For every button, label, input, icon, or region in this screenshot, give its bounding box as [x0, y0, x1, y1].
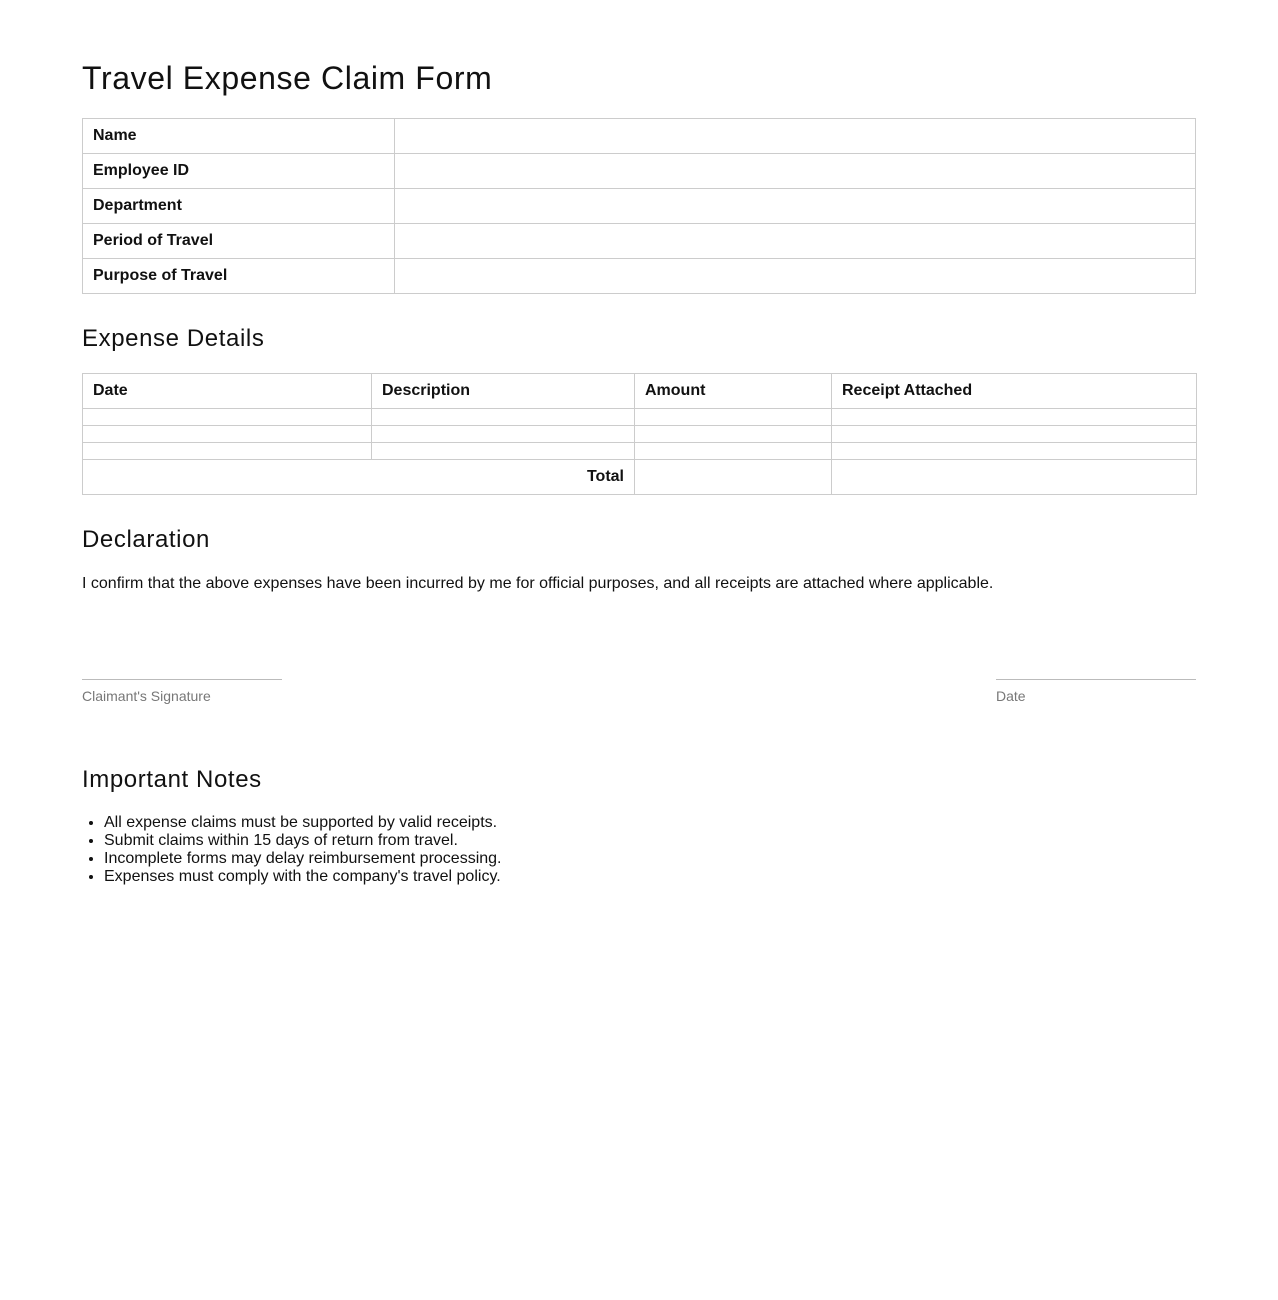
table-row: [83, 154, 1196, 189]
name-label: Name: [83, 119, 395, 154]
receipt-attached-cell[interactable]: [832, 409, 1197, 426]
table-row: [83, 443, 1197, 460]
declaration-heading: Declaration: [82, 526, 210, 553]
employee-info-table: [82, 118, 1196, 294]
purpose-of-travel-label: Purpose of Travel: [83, 259, 395, 294]
description-cell[interactable]: [372, 426, 635, 443]
table-header-row: [83, 374, 1197, 409]
name-field[interactable]: [395, 119, 1196, 154]
list-item: • Expenses must comply with the company's travel policy.: [104, 868, 1196, 886]
list-item: • Incomplete forms may delay reimbursement processing.: [104, 850, 1196, 868]
description-cell[interactable]: [372, 443, 635, 460]
date-cell[interactable]: [83, 409, 372, 426]
important-notes-heading: Important Notes: [82, 766, 262, 793]
department-field[interactable]: [395, 189, 1196, 224]
list-item: • Submit claims within 15 days of return from travel.: [104, 832, 1196, 850]
date-cell[interactable]: [83, 426, 372, 443]
description-column-header: Description: [372, 374, 635, 409]
employee-id-label: Employee ID: [83, 154, 395, 189]
signature-area: [82, 679, 1196, 719]
purpose-of-travel-field[interactable]: [395, 259, 1196, 294]
period-of-travel-field[interactable]: [395, 224, 1196, 259]
table-row: [83, 189, 1196, 224]
signature-date-line[interactable]: Date: [996, 679, 1196, 704]
form-content: [82, 0, 1196, 886]
declaration-text: I confirm that the above expenses have been incurred by me for official purposes, and all receipts are attached where applicable.: [82, 575, 994, 592]
receipt-attached-column-header: Receipt Attached: [832, 374, 1197, 409]
table-row: [83, 259, 1196, 294]
receipt-attached-cell[interactable]: [832, 426, 1197, 443]
table-row: [83, 426, 1197, 443]
table-row: [83, 119, 1196, 154]
amount-column-header: Amount: [635, 374, 832, 409]
list-item: • All expense claims must be supported by valid receipts.: [104, 814, 1196, 832]
date-column-header: Date: [83, 374, 372, 409]
claimant-signature-line[interactable]: Claimant's Signature: [82, 679, 282, 704]
description-cell[interactable]: [372, 409, 635, 426]
date-cell[interactable]: [83, 443, 372, 460]
employee-id-field[interactable]: [395, 154, 1196, 189]
department-label: Department: [83, 189, 395, 224]
expense-details-table: [82, 373, 1197, 495]
important-notes-list: [82, 814, 1196, 886]
total-label: Total: [83, 460, 635, 495]
total-receipt-cell: [832, 460, 1197, 495]
total-row: [83, 460, 1197, 495]
page-title: Travel Expense Claim Form: [82, 60, 493, 96]
table-row: [83, 409, 1197, 426]
period-of-travel-label: Period of Travel: [83, 224, 395, 259]
amount-cell[interactable]: [635, 443, 832, 460]
amount-cell[interactable]: [635, 409, 832, 426]
receipt-attached-cell[interactable]: [832, 443, 1197, 460]
total-amount-cell[interactable]: [635, 460, 832, 495]
table-row: [83, 224, 1196, 259]
amount-cell[interactable]: [635, 426, 832, 443]
expense-details-heading: Expense Details: [82, 325, 265, 352]
